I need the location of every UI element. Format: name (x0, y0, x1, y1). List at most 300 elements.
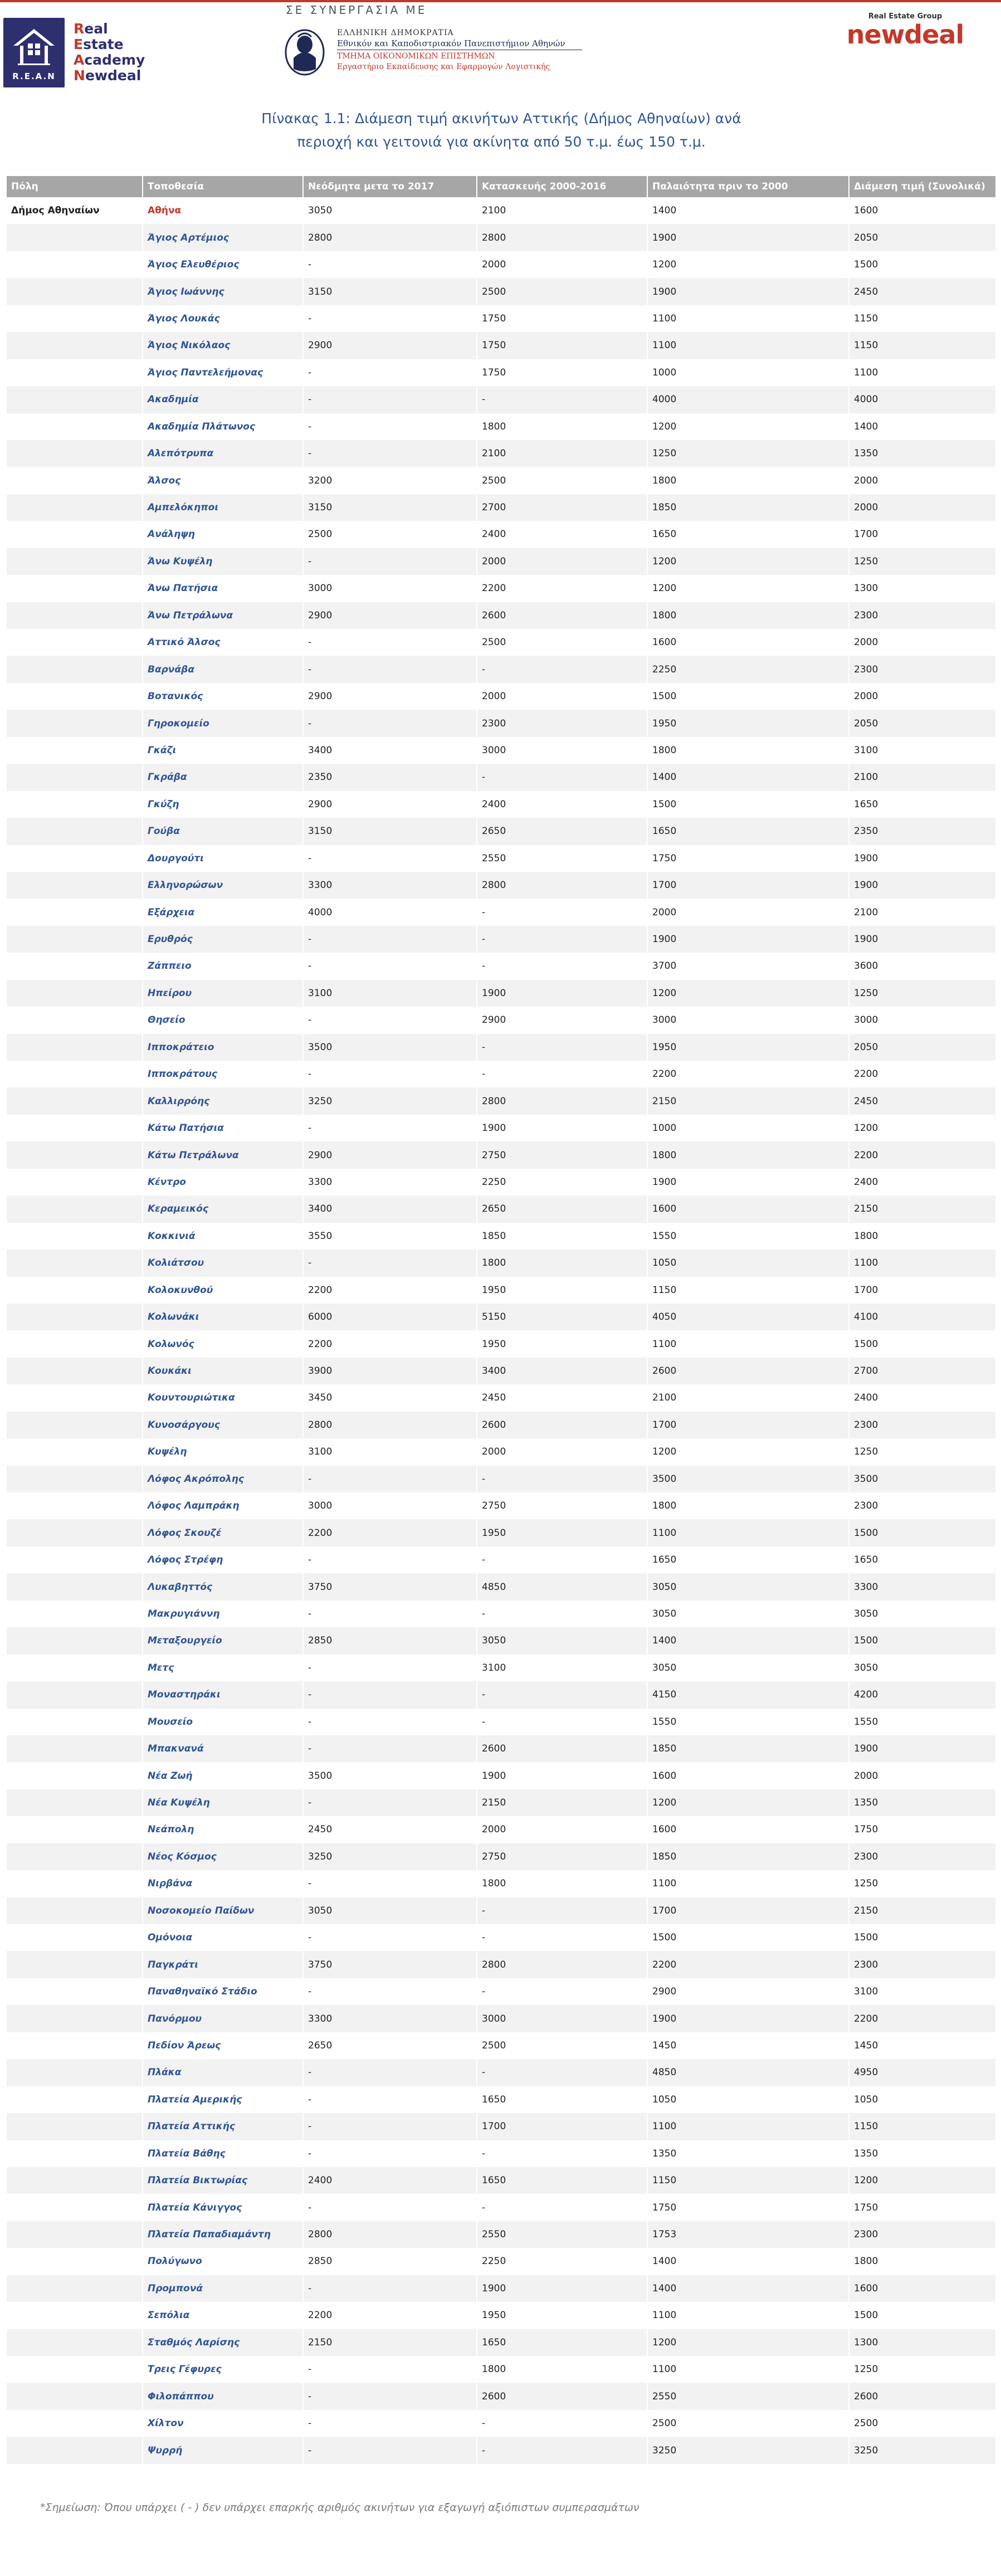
city-cell (7, 2302, 143, 2329)
table-row (7, 791, 996, 818)
table-row (7, 1304, 996, 1330)
table-row (7, 737, 996, 764)
area-name-cell: Νοσοκομείο Παίδων (143, 1897, 303, 1924)
partner-caption: ΣΕ ΣΥΝΕΡΓΑΣΙΑ ΜΕ (286, 3, 427, 17)
table-row (7, 521, 996, 548)
table-row (7, 1169, 996, 1196)
city-cell (7, 2086, 143, 2113)
table-row (7, 197, 996, 224)
city-cell (7, 1169, 143, 1196)
table-row (7, 1655, 996, 1681)
city-cell (7, 1546, 143, 1573)
city-cell (7, 2140, 143, 2167)
table-row (7, 386, 996, 413)
table-row (7, 2383, 996, 2409)
area-name-cell: Ανάληψη (143, 521, 303, 548)
table-row (7, 1250, 996, 1276)
area-name-cell: Αμπελόκηποι (143, 494, 303, 521)
city-cell (7, 1924, 143, 1951)
price-cell: 2900 (303, 683, 477, 710)
price-cell: 3200 (303, 467, 477, 494)
price-cell: 2400 (849, 1384, 996, 1411)
price-cell: 1900 (849, 1735, 996, 1762)
price-cell: 2450 (303, 1816, 477, 1843)
price-cell: 1900 (849, 845, 996, 872)
city-cell (7, 791, 143, 818)
price-cell: 2900 (303, 332, 477, 359)
price-cell: 2200 (303, 1277, 477, 1304)
price-cell: 2200 (849, 1141, 996, 1168)
price-cell: - (303, 926, 477, 953)
price-cell: 2000 (849, 683, 996, 710)
price-cell: - (303, 1681, 477, 1708)
area-name-cell: Πανόρμου (143, 2005, 303, 2032)
city-cell (7, 1196, 143, 1222)
city-cell (7, 251, 143, 278)
price-cell: 4100 (849, 1304, 996, 1330)
price-cell: - (477, 1709, 647, 1735)
price-cell: 1900 (849, 926, 996, 953)
table-row (7, 224, 996, 251)
price-cell: 1950 (477, 1277, 647, 1304)
price-cell: 1100 (647, 1519, 849, 1546)
price-cell: 2500 (477, 2032, 647, 2059)
table-row (7, 278, 996, 305)
price-cell: - (303, 2410, 477, 2437)
price-cell: - (477, 899, 647, 925)
price-cell: 1100 (849, 1250, 996, 1276)
price-cell: 1350 (647, 2140, 849, 2167)
table-row (7, 1034, 996, 1061)
city-cell (7, 332, 143, 359)
page-header (0, 2, 1001, 97)
table-row (7, 2194, 996, 2221)
price-cell: 1750 (849, 1816, 996, 1843)
price-cell: 1650 (477, 2167, 647, 2194)
price-cell: 2500 (647, 2410, 849, 2437)
price-cell: - (303, 440, 477, 467)
price-cell: 3000 (849, 1007, 996, 1033)
partner-block (281, 3, 593, 92)
price-cell: 2500 (477, 629, 647, 656)
city-cell (7, 278, 143, 305)
price-cell: 2800 (303, 1412, 477, 1438)
city-cell (7, 1223, 143, 1250)
price-cell: - (477, 656, 647, 682)
price-cell: 1350 (849, 1789, 996, 1816)
city-cell (7, 1277, 143, 1304)
table-row (7, 1141, 996, 1168)
price-cell: - (477, 764, 647, 791)
table-row (7, 2356, 996, 2383)
price-cell: 1250 (849, 1870, 996, 1897)
price-cell: 1400 (647, 197, 849, 224)
price-cell: 2000 (477, 1816, 647, 1843)
area-name-cell: Κουκάκι (143, 1358, 303, 1384)
price-cell: 1500 (849, 2302, 996, 2329)
table-row (7, 2329, 996, 2356)
rean-line: Estate (74, 36, 124, 52)
area-name-cell: Ψυρρή (143, 2437, 303, 2463)
table-row (7, 629, 996, 656)
price-cell: 3000 (477, 737, 647, 764)
price-cell: 3400 (303, 737, 477, 764)
price-cell: 1700 (647, 1897, 849, 1924)
price-cell: 1900 (647, 278, 849, 305)
table-row (7, 359, 996, 386)
area-name-cell: Ακαδημία Πλάτωνος (143, 413, 303, 440)
price-cell: 1250 (849, 980, 996, 1007)
price-cell: 1500 (849, 1924, 996, 1951)
table-title (111, 107, 891, 154)
price-cell: 2750 (477, 1492, 647, 1519)
city-cell (7, 1438, 143, 1465)
price-cell: 2900 (647, 1978, 849, 2005)
price-cell: - (303, 2194, 477, 2221)
table-row (7, 1007, 996, 1033)
city-cell (7, 548, 143, 575)
table-row (7, 1897, 996, 1924)
area-name-cell: Άλσος (143, 467, 303, 494)
price-cell: 1400 (647, 1627, 849, 1654)
city-cell: Δήμος Αθηναίων (7, 197, 143, 224)
area-name-cell: Βαρνάβα (143, 656, 303, 682)
city-cell (7, 2167, 143, 2194)
price-cell: 1350 (849, 440, 996, 467)
price-cell: 2000 (849, 629, 996, 656)
price-cell: 1450 (647, 2032, 849, 2059)
price-cell: 4200 (849, 1681, 996, 1708)
area-name-cell: Μακρυγιάννη (143, 1601, 303, 1627)
price-cell: - (303, 386, 477, 413)
price-cell: 3400 (477, 1358, 647, 1384)
price-cell: - (303, 2383, 477, 2409)
table-row (7, 1627, 996, 1654)
price-cell: 1950 (647, 710, 849, 736)
city-cell (7, 413, 143, 440)
area-name-cell: Πλατεία Αττικής (143, 2113, 303, 2140)
price-cell: 3100 (477, 1655, 647, 1681)
city-cell (7, 980, 143, 1007)
area-name-cell: Αθήνα (143, 197, 303, 224)
area-name-cell: Κέντρο (143, 1169, 303, 1196)
price-cell: 1900 (477, 1762, 647, 1789)
price-cell: 2200 (303, 1330, 477, 1357)
price-cell: 3400 (303, 1196, 477, 1222)
area-name-cell: Κουντουριώτικα (143, 1384, 303, 1411)
price-cell: - (303, 2140, 477, 2167)
price-cell: - (303, 1655, 477, 1681)
price-cell: 2350 (849, 818, 996, 845)
table-row (7, 710, 996, 736)
area-name-cell: Ζάππειο (143, 953, 303, 979)
city-cell (7, 575, 143, 602)
price-cell: - (477, 2140, 647, 2167)
city-cell (7, 305, 143, 332)
price-cell: 2800 (303, 224, 477, 251)
price-cell: 1500 (647, 683, 849, 710)
table-row (7, 1466, 996, 1492)
area-name-cell: Παγκράτι (143, 1951, 303, 1978)
price-cell: 1800 (477, 1250, 647, 1276)
price-cell: 2900 (303, 791, 477, 818)
price-cell: 1450 (849, 2032, 996, 2059)
table-row (7, 1573, 996, 1600)
price-cell: 2450 (849, 278, 996, 305)
price-cell: 2000 (647, 899, 849, 925)
area-name-cell: Αττικό Άλσος (143, 629, 303, 656)
city-cell (7, 2194, 143, 2221)
price-cell: - (477, 1061, 647, 1087)
city-cell (7, 1115, 143, 1141)
area-name-cell: Λυκαβηττός (143, 1573, 303, 1600)
table-row (7, 602, 996, 629)
price-cell: 1700 (647, 872, 849, 899)
price-cell: 3450 (303, 1384, 477, 1411)
area-name-cell: Ιπποκράτους (143, 1061, 303, 1087)
price-cell: 4000 (849, 386, 996, 413)
table-row (7, 1681, 996, 1708)
price-cell: 3050 (647, 1573, 849, 1600)
price-cell: 1750 (647, 2194, 849, 2221)
price-cell: 1800 (477, 2356, 647, 2383)
price-cell: 1950 (477, 1330, 647, 1357)
area-name-cell: Νέα Κυψέλη (143, 1789, 303, 1816)
price-cell: 2450 (849, 1087, 996, 1114)
price-cell: - (303, 1870, 477, 1897)
price-cell: - (303, 305, 477, 332)
table-title-line-2: περιοχή και γειτονιά για ακίνητα από 50 τ.μ. έως 150 τ.μ. (297, 134, 706, 150)
newdeal-tagline: Real Estate Group (868, 12, 943, 21)
area-name-cell: Γούβα (143, 818, 303, 845)
table-row (7, 548, 996, 575)
price-cell: 2300 (477, 710, 647, 736)
area-name-cell: Πολύγωνο (143, 2248, 303, 2275)
price-cell: 4150 (647, 1681, 849, 1708)
area-name-cell: Θησείο (143, 1007, 303, 1033)
city-cell (7, 1358, 143, 1384)
area-name-cell: Πλατεία Κάνιγγος (143, 2194, 303, 2221)
city-cell (7, 1304, 143, 1330)
price-cell: - (303, 1546, 477, 1573)
price-cell: - (477, 2410, 647, 2437)
price-cell: 3050 (303, 1897, 477, 1924)
price-cell: - (477, 1466, 647, 1492)
price-cell: 2300 (849, 1412, 996, 1438)
price-cell: 1650 (477, 2086, 647, 2113)
price-cell: 1600 (647, 1196, 849, 1222)
table-row (7, 953, 996, 979)
price-cell: 2200 (647, 1951, 849, 1978)
table-row (7, 899, 996, 925)
price-table-container (7, 176, 996, 2464)
area-name-cell: Άνω Κυψέλη (143, 548, 303, 575)
area-name-cell: Πεδίον Άρεως (143, 2032, 303, 2059)
table-row (7, 2113, 996, 2140)
price-cell: 2200 (849, 1061, 996, 1087)
area-name-cell: Μοναστηράκι (143, 1681, 303, 1708)
price-cell: 1050 (647, 2086, 849, 2113)
price-cell: 1600 (647, 1816, 849, 1843)
table-row (7, 251, 996, 278)
column-header: Κατασκευής 2000-2016 (477, 176, 647, 197)
price-cell: 3050 (303, 197, 477, 224)
rean-line: Newdeal (74, 67, 141, 84)
price-cell: 1700 (849, 521, 996, 548)
price-cell: 2400 (303, 2167, 477, 2194)
table-row (7, 1277, 996, 1304)
rean-line: Real (74, 21, 108, 37)
area-name-cell: Λόφος Λαμπράκη (143, 1492, 303, 1519)
area-name-cell: Βοτανικός (143, 683, 303, 710)
area-name-cell: Άνω Πετράλωνα (143, 602, 303, 629)
price-cell: - (477, 1034, 647, 1061)
price-cell: 2200 (303, 1519, 477, 1546)
price-cell: 1200 (647, 1438, 849, 1465)
area-name-cell: Χίλτον (143, 2410, 303, 2437)
price-cell: 1750 (477, 305, 647, 332)
area-name-cell: Κεραμεικός (143, 1196, 303, 1222)
price-cell: 1900 (647, 926, 849, 953)
area-name-cell: Κάτω Πατήσια (143, 1115, 303, 1141)
area-name-cell: Κολιάτσου (143, 1250, 303, 1276)
price-cell: 1100 (647, 1870, 849, 1897)
price-cell: 2800 (477, 872, 647, 899)
price-cell: - (477, 2059, 647, 2086)
area-name-cell: Πλατεία Βάθης (143, 2140, 303, 2167)
house-icon (11, 27, 57, 67)
city-cell (7, 764, 143, 791)
price-cell: 1400 (647, 2275, 849, 2302)
area-name-cell: Νέα Ζωή (143, 1762, 303, 1789)
price-cell: 1650 (647, 1546, 849, 1573)
table-row (7, 2248, 996, 2275)
column-header: Νεόδμητα μετα το 2017 (303, 176, 477, 197)
city-cell (7, 1709, 143, 1735)
price-cell: 1300 (849, 2329, 996, 2356)
city-cell (7, 2356, 143, 2383)
rean-wordmark (74, 21, 145, 84)
price-cell: - (303, 359, 477, 386)
price-cell: - (477, 1681, 647, 1708)
price-cell: 2050 (849, 710, 996, 736)
area-name-cell: Λόφος Σκουζέ (143, 1519, 303, 1546)
price-cell: 1500 (647, 791, 849, 818)
table-row (7, 1546, 996, 1573)
price-table (7, 176, 997, 2464)
table-row (7, 1762, 996, 1789)
price-cell: 1750 (849, 2194, 996, 2221)
city-cell (7, 1061, 143, 1087)
price-cell: 1200 (647, 980, 849, 1007)
price-cell: 1400 (647, 764, 849, 791)
table-row (7, 1492, 996, 1519)
price-cell: 1950 (477, 2302, 647, 2329)
table-row (7, 1384, 996, 1411)
area-name-cell: Άγιος Αρτέμιος (143, 224, 303, 251)
university-seal-icon (281, 25, 328, 77)
price-cell: - (477, 1601, 647, 1627)
price-cell: 1200 (647, 1789, 849, 1816)
city-cell (7, 1897, 143, 1924)
price-cell: 1350 (849, 2140, 996, 2167)
price-cell: - (303, 1061, 477, 1087)
price-cell: 2800 (477, 1087, 647, 1114)
table-row (7, 1061, 996, 1087)
area-name-cell: Γκάζι (143, 737, 303, 764)
table-row (7, 764, 996, 791)
price-cell: 2500 (849, 2410, 996, 2437)
price-cell: - (303, 1601, 477, 1627)
area-name-cell: Κοκκινιά (143, 1223, 303, 1250)
price-cell: 3900 (303, 1358, 477, 1384)
price-cell: 2000 (849, 467, 996, 494)
price-cell: 2700 (849, 1358, 996, 1384)
price-cell: 2850 (303, 2248, 477, 2275)
area-name-cell: Γηροκομείο (143, 710, 303, 736)
price-cell: 3000 (477, 2005, 647, 2032)
table-row (7, 1951, 996, 1978)
table-row (7, 332, 996, 359)
city-cell (7, 2437, 143, 2463)
table-title-line-1: Πίνακας 1.1: Διάμεση τιμή ακινήτων Αττικής (Δήμος Αθηναίων) ανά (261, 110, 741, 126)
price-cell: 6000 (303, 1304, 477, 1330)
price-cell: 1750 (647, 845, 849, 872)
price-cell: 1800 (647, 467, 849, 494)
table-row (7, 1519, 996, 1546)
price-cell: 2400 (477, 521, 647, 548)
price-cell: 4850 (477, 1573, 647, 1600)
price-cell: 1150 (849, 2113, 996, 2140)
price-cell: - (303, 1978, 477, 2005)
price-cell: 2000 (477, 1438, 647, 1465)
column-header: Διάμεση τιμή (Συνολικά) (849, 176, 996, 197)
city-cell (7, 1250, 143, 1276)
table-row (7, 1843, 996, 1870)
price-cell: 1200 (849, 1115, 996, 1141)
price-cell: - (303, 251, 477, 278)
table-row (7, 2275, 996, 2302)
price-cell: 3250 (303, 1087, 477, 1114)
table-row (7, 1358, 996, 1384)
area-name-cell: Άνω Πατήσια (143, 575, 303, 602)
price-cell: 2400 (849, 1169, 996, 1196)
price-cell: 4850 (647, 2059, 849, 2086)
price-cell: 3500 (849, 1466, 996, 1492)
price-cell: 1250 (647, 440, 849, 467)
table-row (7, 413, 996, 440)
price-cell: 1650 (647, 818, 849, 845)
price-cell: 3250 (303, 1843, 477, 1870)
area-name-cell: Κολοκυνθού (143, 1277, 303, 1304)
price-cell: 1200 (647, 548, 849, 575)
price-cell: 1550 (647, 1223, 849, 1250)
area-name-cell: Φιλοπάππου (143, 2383, 303, 2409)
area-name-cell: Πλατεία Παπαδιαμάντη (143, 2221, 303, 2248)
price-cell: 1850 (647, 1843, 849, 1870)
area-name-cell: Τρεις Γέφυρες (143, 2356, 303, 2383)
price-cell: 1750 (477, 332, 647, 359)
price-cell: 1900 (849, 872, 996, 899)
city-cell (7, 2032, 143, 2059)
rean-line: Academy (74, 52, 145, 68)
table-row (7, 1196, 996, 1222)
city-cell (7, 1141, 143, 1168)
university-line-2: Εθνικόν και Καποδιστριακόν Πανεπιστήμιον Αθηνών (337, 38, 565, 48)
newdeal-logo (836, 12, 975, 57)
price-cell: 2300 (849, 1843, 996, 1870)
area-name-cell: Λόφος Ακρόπολης (143, 1466, 303, 1492)
